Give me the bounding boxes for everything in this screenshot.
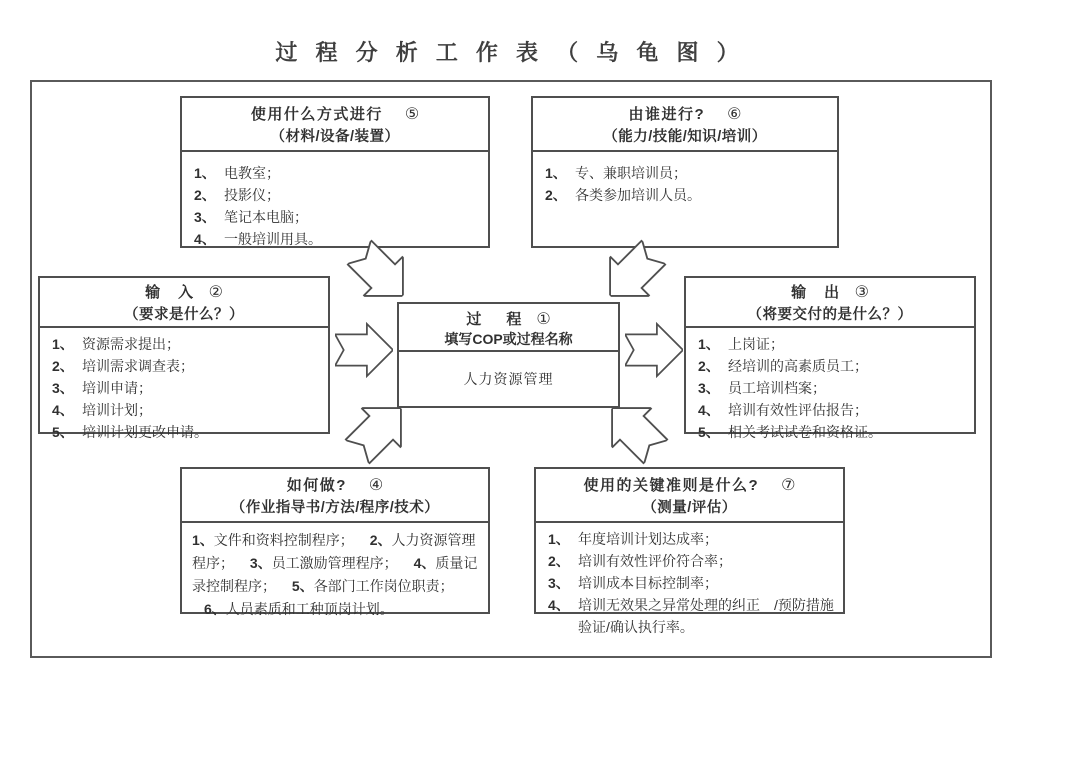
item-number: 1、	[698, 336, 720, 352]
item-text: 质量记录控制程序；	[192, 555, 478, 594]
item-text: 人员素质和工种顶岗计划。	[225, 601, 394, 617]
box-output-badge: ③	[854, 284, 869, 301]
item-number: 4、	[698, 402, 720, 418]
item-text: 员工激励管理程序；	[271, 555, 398, 571]
item-text: 各类参加培训人员。	[575, 187, 701, 203]
item-number: 2、	[52, 358, 74, 374]
item-number: 1、	[194, 165, 216, 181]
list-item	[698, 421, 966, 443]
item-number: 5、	[698, 424, 720, 440]
box-method-header	[182, 98, 488, 152]
list-item	[545, 184, 829, 206]
list-item	[52, 399, 320, 421]
item-text: 培训成本目标控制率；	[578, 575, 718, 591]
box-process-header	[399, 304, 618, 352]
item-number: 2、	[548, 553, 570, 569]
box-process-title: 过 程	[466, 311, 527, 328]
item-text: 电教室；	[224, 165, 280, 181]
list-item	[698, 377, 966, 399]
list-item	[548, 550, 835, 572]
page-title: 过 程 分 析 工 作 表 （ 乌 龟 图 ）	[275, 40, 745, 65]
box-who-subtitle: （能力/技能/知识/培训）	[603, 129, 767, 145]
list-item	[698, 355, 966, 377]
item-text: 投影仪；	[224, 187, 280, 203]
list-item	[545, 162, 829, 184]
list-item	[194, 162, 480, 184]
list-item	[280, 578, 454, 594]
box-process-name: 人力资源管理	[463, 371, 554, 387]
arrow-input-to-process-icon	[335, 322, 393, 378]
item-number: 2、	[698, 358, 720, 374]
box-process-subtitle: 填写COP或过程名称	[444, 331, 573, 347]
item-number: 3、	[698, 380, 720, 396]
box-how-body	[182, 523, 488, 621]
box-process-title-row	[399, 308, 618, 329]
item-number: 4、	[52, 402, 74, 418]
item-text: 资源需求提出；	[82, 336, 180, 352]
item-number: 4、	[548, 597, 570, 613]
box-method-body	[182, 152, 488, 250]
item-number: 4、	[413, 555, 436, 571]
box-criteria-body	[536, 523, 843, 638]
list-item	[192, 532, 354, 548]
item-number: 6、	[204, 601, 226, 617]
item-text: 培训无效果之异常处理的纠正 /预防措施验证/确认执行率。	[578, 597, 834, 635]
box-who	[531, 96, 839, 248]
item-text: 经培训的高素质员工；	[728, 358, 868, 374]
list-item	[52, 355, 320, 377]
list-item	[52, 377, 320, 399]
box-how-badge: ④	[368, 477, 384, 494]
box-criteria-title: 使用的关键准则是什么?	[583, 477, 760, 494]
item-text: 文件和资料控制程序；	[213, 532, 354, 548]
box-output-subtitle: （将要交付的是什么？）	[747, 307, 913, 323]
list-item	[52, 333, 320, 355]
item-text: 培训申请；	[82, 380, 152, 396]
box-method-subtitle: （材料/设备/装置）	[270, 129, 400, 145]
item-number: 1、	[52, 336, 74, 352]
item-number: 3、	[249, 555, 272, 571]
list-item	[52, 421, 320, 443]
list-item	[194, 228, 480, 250]
item-text: 培训有效性评估报告；	[728, 402, 868, 418]
box-how	[180, 467, 490, 617]
item-text: 培训计划更改申请。	[82, 424, 208, 440]
item-text: 培训有效性评价符合率；	[578, 553, 732, 569]
item-text: 专、兼职培训员；	[575, 165, 687, 181]
item-number: 5、	[52, 424, 74, 440]
box-how-title: 如何做?	[286, 477, 347, 494]
item-number: 2、	[545, 187, 567, 203]
item-text: 相关考试试卷和资格证。	[728, 424, 882, 440]
list-item	[548, 572, 835, 594]
arrow-process-to-output-icon	[625, 322, 683, 378]
box-input-header	[40, 278, 328, 328]
box-who-badge: ⑥	[727, 106, 742, 123]
box-criteria-subtitle: （测量/评估）	[642, 500, 737, 516]
item-number: 1、	[548, 531, 570, 547]
box-criteria-badge: ⑦	[781, 477, 796, 494]
box-output-header	[686, 278, 974, 328]
box-method-title: 使用什么方式进行	[250, 106, 383, 123]
box-method	[180, 96, 490, 248]
box-who-title: 由谁进行?	[628, 106, 706, 123]
item-text: 人力资源管理程序；	[192, 532, 476, 571]
box-input-title: 输 入	[145, 284, 195, 301]
box-input	[38, 276, 330, 440]
box-how-subtitle: （作业指导书/方法/程序/技术）	[230, 500, 440, 516]
item-text: 培训计划；	[82, 402, 152, 418]
box-criteria	[534, 467, 845, 635]
item-number: 3、	[52, 380, 74, 396]
box-how-header	[182, 469, 488, 523]
item-number: 2、	[194, 187, 216, 203]
item-text: 笔记本电脑；	[224, 209, 308, 225]
box-process	[397, 302, 620, 408]
box-input-badge: ②	[208, 284, 223, 301]
item-number: 1、	[545, 165, 567, 181]
box-input-subtitle: （要求是什么？）	[124, 307, 244, 323]
item-text: 员工培训档案；	[728, 380, 826, 396]
box-output-title: 输 出	[791, 284, 841, 301]
box-input-body	[40, 328, 328, 443]
list-item	[194, 206, 480, 228]
list-item	[238, 555, 398, 571]
box-criteria-header	[536, 469, 843, 523]
item-text: 一般培训用具。	[224, 231, 322, 247]
item-text: 各部门工作岗位职责；	[313, 578, 454, 594]
item-number: 3、	[194, 209, 216, 225]
box-output	[684, 276, 976, 440]
item-number: 2、	[369, 532, 392, 548]
box-who-body	[533, 152, 837, 206]
item-number: 3、	[548, 575, 570, 591]
item-text: 培训需求调查表；	[82, 358, 194, 374]
list-item	[192, 601, 394, 617]
box-method-badge: ⑤	[404, 106, 420, 123]
item-text: 上岗证；	[728, 336, 784, 352]
item-text: 年度培训计划达成率；	[578, 531, 718, 547]
box-process-badge: ①	[536, 311, 551, 328]
list-item	[548, 528, 835, 550]
box-output-body	[686, 328, 974, 443]
item-number: 5、	[291, 578, 314, 594]
item-number: 1、	[192, 532, 214, 548]
list-item	[698, 333, 966, 355]
item-number: 4、	[194, 231, 216, 247]
list-item	[698, 399, 966, 421]
list-item	[548, 594, 835, 638]
box-who-header	[533, 98, 837, 152]
list-item	[194, 184, 480, 206]
